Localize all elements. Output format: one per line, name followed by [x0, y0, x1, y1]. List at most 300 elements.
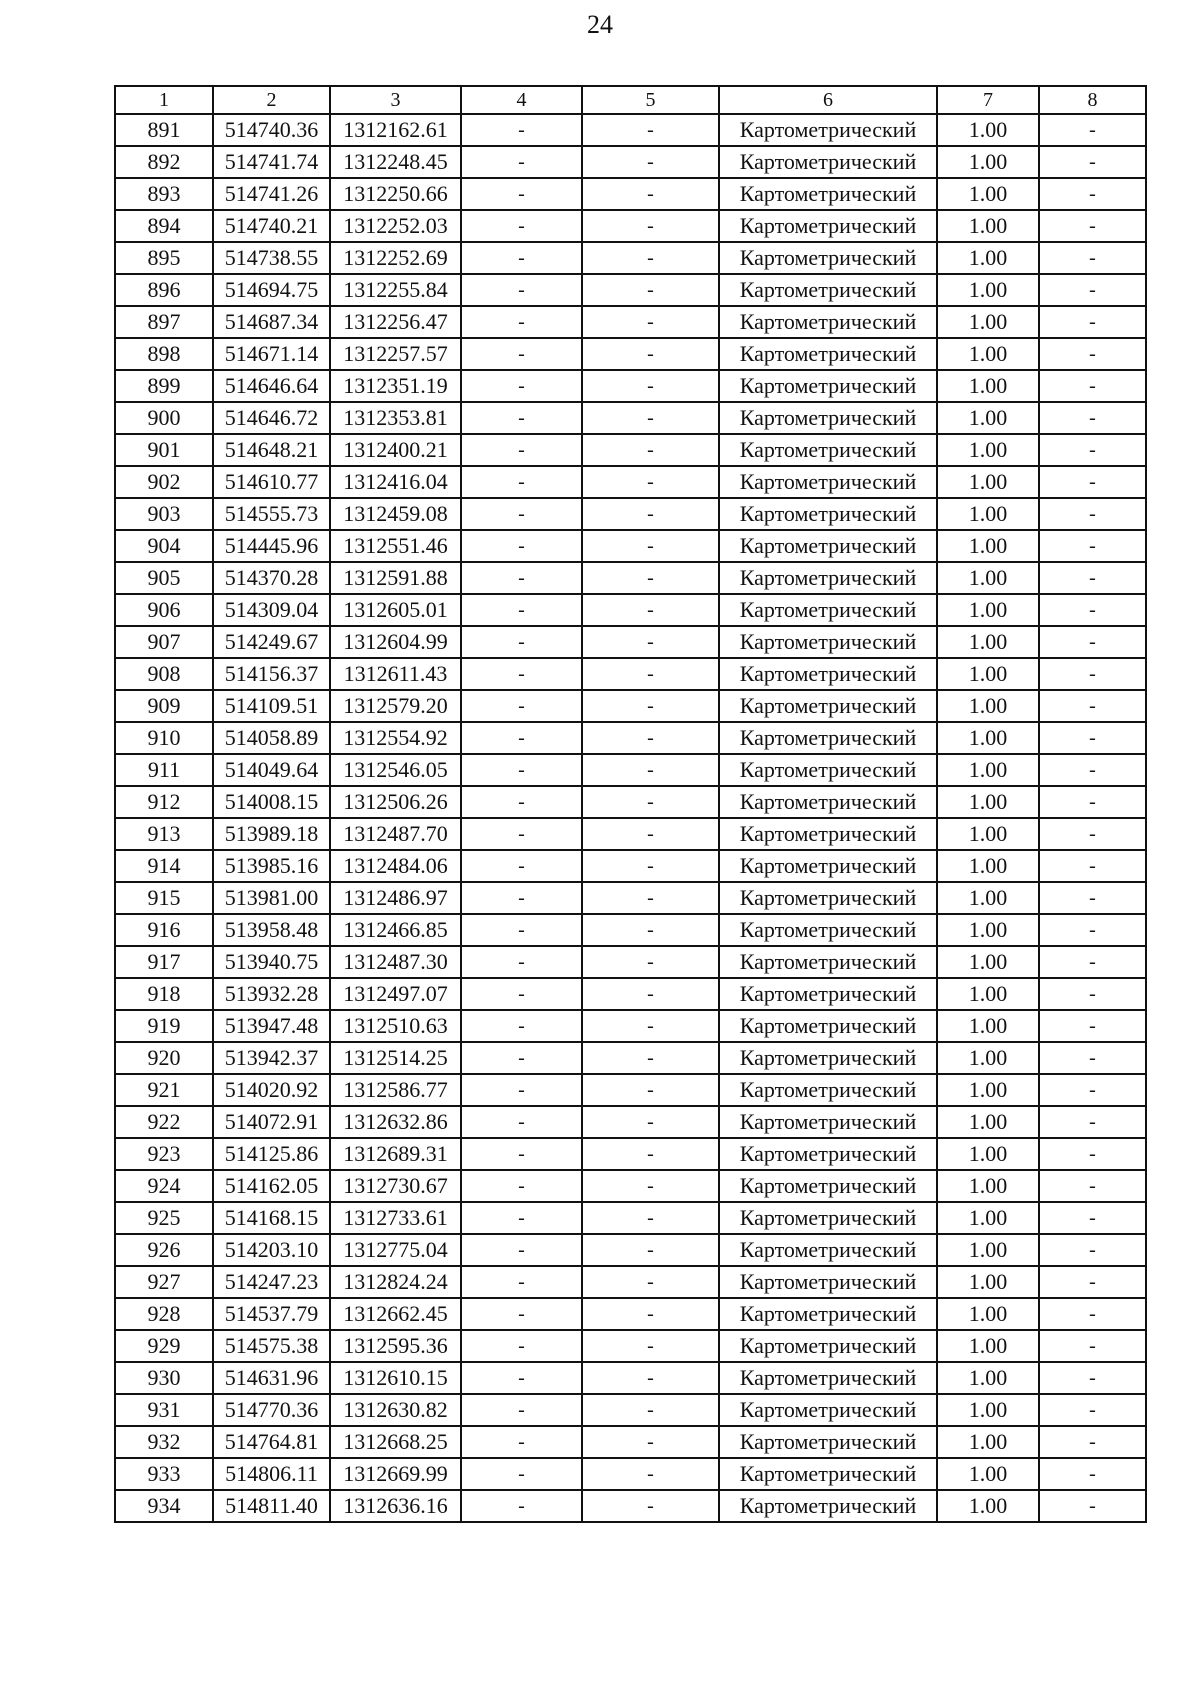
accuracy-cell: 1.00: [937, 274, 1039, 306]
y-coordinate-cell: 1312551.46: [330, 530, 461, 562]
y-coordinate-cell: 1312554.92: [330, 722, 461, 754]
accuracy-cell: 1.00: [937, 210, 1039, 242]
col8-cell: -: [1039, 1426, 1146, 1458]
accuracy-cell: 1.00: [937, 338, 1039, 370]
x-coordinate-cell: 514203.10: [213, 1234, 330, 1266]
point-number-cell: 929: [115, 1330, 213, 1362]
col8-cell: -: [1039, 1010, 1146, 1042]
col5-cell: -: [582, 1234, 719, 1266]
table-row: [115, 434, 1146, 466]
accuracy-cell: 1.00: [937, 1426, 1039, 1458]
col4-cell: -: [461, 370, 582, 402]
table-row: [115, 1106, 1146, 1138]
method-cell: Картометрический: [719, 1138, 937, 1170]
y-coordinate-cell: 1312579.20: [330, 690, 461, 722]
accuracy-cell: 1.00: [937, 1330, 1039, 1362]
col4-cell: -: [461, 850, 582, 882]
table-row: [115, 1042, 1146, 1074]
table-body: [115, 114, 1146, 1522]
accuracy-cell: 1.00: [937, 434, 1039, 466]
col8-cell: -: [1039, 1106, 1146, 1138]
table-row: [115, 1202, 1146, 1234]
col8-cell: -: [1039, 178, 1146, 210]
y-coordinate-cell: 1312353.81: [330, 402, 461, 434]
x-coordinate-cell: 514162.05: [213, 1170, 330, 1202]
method-cell: Картометрический: [719, 434, 937, 466]
y-coordinate-cell: 1312611.43: [330, 658, 461, 690]
point-number-cell: 914: [115, 850, 213, 882]
accuracy-cell: 1.00: [937, 1298, 1039, 1330]
method-cell: Картометрический: [719, 466, 937, 498]
col5-cell: -: [582, 690, 719, 722]
x-coordinate-cell: 514770.36: [213, 1394, 330, 1426]
method-cell: Картометрический: [719, 1362, 937, 1394]
accuracy-cell: 1.00: [937, 1106, 1039, 1138]
point-number-cell: 900: [115, 402, 213, 434]
method-cell: Картометрический: [719, 562, 937, 594]
col5-cell: -: [582, 178, 719, 210]
point-number-cell: 916: [115, 914, 213, 946]
col8-cell: -: [1039, 338, 1146, 370]
point-number-cell: 917: [115, 946, 213, 978]
point-number-cell: 931: [115, 1394, 213, 1426]
col8-cell: -: [1039, 1234, 1146, 1266]
col8-cell: -: [1039, 658, 1146, 690]
col4-cell: -: [461, 402, 582, 434]
x-coordinate-cell: 514168.15: [213, 1202, 330, 1234]
method-cell: Картометрический: [719, 754, 937, 786]
col5-cell: -: [582, 1266, 719, 1298]
y-coordinate-cell: 1312497.07: [330, 978, 461, 1010]
point-number-cell: 905: [115, 562, 213, 594]
column-header-4: 4: [461, 86, 582, 114]
col4-cell: -: [461, 1426, 582, 1458]
col5-cell: -: [582, 466, 719, 498]
accuracy-cell: 1.00: [937, 146, 1039, 178]
accuracy-cell: 1.00: [937, 242, 1039, 274]
table-row: [115, 1234, 1146, 1266]
col4-cell: -: [461, 306, 582, 338]
col5-cell: -: [582, 1074, 719, 1106]
method-cell: Картометрический: [719, 818, 937, 850]
table-row: [115, 466, 1146, 498]
col4-cell: -: [461, 242, 582, 274]
accuracy-cell: 1.00: [937, 530, 1039, 562]
col4-cell: -: [461, 1394, 582, 1426]
method-cell: Картометрический: [719, 658, 937, 690]
y-coordinate-cell: 1312733.61: [330, 1202, 461, 1234]
table-row: [115, 1458, 1146, 1490]
col8-cell: -: [1039, 1362, 1146, 1394]
accuracy-cell: 1.00: [937, 562, 1039, 594]
col8-cell: -: [1039, 530, 1146, 562]
col4-cell: -: [461, 1330, 582, 1362]
y-coordinate-cell: 1312256.47: [330, 306, 461, 338]
table-header: [115, 86, 1146, 114]
accuracy-cell: 1.00: [937, 754, 1039, 786]
y-coordinate-cell: 1312669.99: [330, 1458, 461, 1490]
col8-cell: -: [1039, 1138, 1146, 1170]
table-row: [115, 658, 1146, 690]
table-row: [115, 1394, 1146, 1426]
x-coordinate-cell: 514740.21: [213, 210, 330, 242]
col8-cell: -: [1039, 1298, 1146, 1330]
col5-cell: -: [582, 1138, 719, 1170]
accuracy-cell: 1.00: [937, 722, 1039, 754]
point-number-cell: 928: [115, 1298, 213, 1330]
x-coordinate-cell: 514764.81: [213, 1426, 330, 1458]
col5-cell: -: [582, 274, 719, 306]
col4-cell: -: [461, 338, 582, 370]
point-number-cell: 899: [115, 370, 213, 402]
method-cell: Картометрический: [719, 1490, 937, 1522]
point-number-cell: 933: [115, 1458, 213, 1490]
table-row: [115, 370, 1146, 402]
col5-cell: -: [582, 498, 719, 530]
method-cell: Картометрический: [719, 242, 937, 274]
accuracy-cell: 1.00: [937, 1490, 1039, 1522]
col4-cell: -: [461, 882, 582, 914]
x-coordinate-cell: 513940.75: [213, 946, 330, 978]
point-number-cell: 918: [115, 978, 213, 1010]
col4-cell: -: [461, 562, 582, 594]
column-header-6: 6: [719, 86, 937, 114]
table-row: [115, 1170, 1146, 1202]
table-row: [115, 850, 1146, 882]
point-number-cell: 901: [115, 434, 213, 466]
accuracy-cell: 1.00: [937, 466, 1039, 498]
col8-cell: -: [1039, 434, 1146, 466]
col4-cell: -: [461, 690, 582, 722]
method-cell: Картометрический: [719, 1042, 937, 1074]
col5-cell: -: [582, 1010, 719, 1042]
col8-cell: -: [1039, 114, 1146, 146]
y-coordinate-cell: 1312484.06: [330, 850, 461, 882]
table-row: [115, 146, 1146, 178]
point-number-cell: 927: [115, 1266, 213, 1298]
col8-cell: -: [1039, 1394, 1146, 1426]
table-row: [115, 178, 1146, 210]
table-row: [115, 818, 1146, 850]
y-coordinate-cell: 1312604.99: [330, 626, 461, 658]
table-row: [115, 242, 1146, 274]
method-cell: Картометрический: [719, 1330, 937, 1362]
method-cell: Картометрический: [719, 946, 937, 978]
col4-cell: -: [461, 1266, 582, 1298]
col8-cell: -: [1039, 1170, 1146, 1202]
x-coordinate-cell: 514631.96: [213, 1362, 330, 1394]
table-row: [115, 722, 1146, 754]
col5-cell: -: [582, 850, 719, 882]
point-number-cell: 906: [115, 594, 213, 626]
y-coordinate-cell: 1312636.16: [330, 1490, 461, 1522]
col4-cell: -: [461, 466, 582, 498]
accuracy-cell: 1.00: [937, 1202, 1039, 1234]
table-row: [115, 1490, 1146, 1522]
table-row: [115, 562, 1146, 594]
accuracy-cell: 1.00: [937, 178, 1039, 210]
col5-cell: -: [582, 1202, 719, 1234]
y-coordinate-cell: 1312591.88: [330, 562, 461, 594]
method-cell: Картометрический: [719, 530, 937, 562]
col8-cell: -: [1039, 754, 1146, 786]
y-coordinate-cell: 1312255.84: [330, 274, 461, 306]
method-cell: Картометрический: [719, 850, 937, 882]
col4-cell: -: [461, 786, 582, 818]
table-row: [115, 1330, 1146, 1362]
method-cell: Картометрический: [719, 338, 937, 370]
col5-cell: -: [582, 370, 719, 402]
col8-cell: -: [1039, 1490, 1146, 1522]
accuracy-cell: 1.00: [937, 1010, 1039, 1042]
point-number-cell: 915: [115, 882, 213, 914]
col5-cell: -: [582, 114, 719, 146]
table-row: [115, 754, 1146, 786]
col8-cell: -: [1039, 1330, 1146, 1362]
col5-cell: -: [582, 1426, 719, 1458]
x-coordinate-cell: 514247.23: [213, 1266, 330, 1298]
col8-cell: -: [1039, 242, 1146, 274]
point-number-cell: 903: [115, 498, 213, 530]
table-row: [115, 914, 1146, 946]
col8-cell: -: [1039, 818, 1146, 850]
point-number-cell: 892: [115, 146, 213, 178]
col8-cell: -: [1039, 722, 1146, 754]
accuracy-cell: 1.00: [937, 1458, 1039, 1490]
y-coordinate-cell: 1312351.19: [330, 370, 461, 402]
accuracy-cell: 1.00: [937, 1234, 1039, 1266]
x-coordinate-cell: 514575.38: [213, 1330, 330, 1362]
x-coordinate-cell: 514156.37: [213, 658, 330, 690]
point-number-cell: 919: [115, 1010, 213, 1042]
method-cell: Картометрический: [719, 690, 937, 722]
accuracy-cell: 1.00: [937, 370, 1039, 402]
column-header-5: 5: [582, 86, 719, 114]
y-coordinate-cell: 1312250.66: [330, 178, 461, 210]
y-coordinate-cell: 1312689.31: [330, 1138, 461, 1170]
col5-cell: -: [582, 146, 719, 178]
x-coordinate-cell: 514610.77: [213, 466, 330, 498]
x-coordinate-cell: 514058.89: [213, 722, 330, 754]
y-coordinate-cell: 1312486.97: [330, 882, 461, 914]
col8-cell: -: [1039, 1266, 1146, 1298]
table-row: [115, 338, 1146, 370]
point-number-cell: 920: [115, 1042, 213, 1074]
method-cell: Картометрический: [719, 1426, 937, 1458]
col5-cell: -: [582, 946, 719, 978]
accuracy-cell: 1.00: [937, 978, 1039, 1010]
col4-cell: -: [461, 530, 582, 562]
method-cell: Картометрический: [719, 178, 937, 210]
col5-cell: -: [582, 1490, 719, 1522]
y-coordinate-cell: 1312586.77: [330, 1074, 461, 1106]
x-coordinate-cell: 514555.73: [213, 498, 330, 530]
x-coordinate-cell: 514020.92: [213, 1074, 330, 1106]
col5-cell: -: [582, 1170, 719, 1202]
accuracy-cell: 1.00: [937, 818, 1039, 850]
y-coordinate-cell: 1312595.36: [330, 1330, 461, 1362]
y-coordinate-cell: 1312510.63: [330, 1010, 461, 1042]
method-cell: Картометрический: [719, 1298, 937, 1330]
col5-cell: -: [582, 562, 719, 594]
col4-cell: -: [461, 146, 582, 178]
x-coordinate-cell: 513932.28: [213, 978, 330, 1010]
accuracy-cell: 1.00: [937, 1266, 1039, 1298]
col4-cell: -: [461, 274, 582, 306]
col8-cell: -: [1039, 786, 1146, 818]
y-coordinate-cell: 1312466.85: [330, 914, 461, 946]
column-header-8: 8: [1039, 86, 1146, 114]
y-coordinate-cell: 1312605.01: [330, 594, 461, 626]
accuracy-cell: 1.00: [937, 946, 1039, 978]
accuracy-cell: 1.00: [937, 658, 1039, 690]
column-header-1: 1: [115, 86, 213, 114]
y-coordinate-cell: 1312775.04: [330, 1234, 461, 1266]
col5-cell: -: [582, 658, 719, 690]
col4-cell: -: [461, 1042, 582, 1074]
table-row: [115, 594, 1146, 626]
col5-cell: -: [582, 1298, 719, 1330]
col5-cell: -: [582, 306, 719, 338]
method-cell: Картометрический: [719, 498, 937, 530]
col4-cell: -: [461, 818, 582, 850]
col8-cell: -: [1039, 274, 1146, 306]
x-coordinate-cell: 514687.34: [213, 306, 330, 338]
x-coordinate-cell: 514445.96: [213, 530, 330, 562]
point-number-cell: 926: [115, 1234, 213, 1266]
col4-cell: -: [461, 594, 582, 626]
col4-cell: -: [461, 722, 582, 754]
point-number-cell: 924: [115, 1170, 213, 1202]
col8-cell: -: [1039, 498, 1146, 530]
y-coordinate-cell: 1312506.26: [330, 786, 461, 818]
x-coordinate-cell: 514694.75: [213, 274, 330, 306]
accuracy-cell: 1.00: [937, 402, 1039, 434]
point-number-cell: 897: [115, 306, 213, 338]
col5-cell: -: [582, 754, 719, 786]
col5-cell: -: [582, 242, 719, 274]
y-coordinate-cell: 1312730.67: [330, 1170, 461, 1202]
x-coordinate-cell: 514537.79: [213, 1298, 330, 1330]
col8-cell: -: [1039, 402, 1146, 434]
accuracy-cell: 1.00: [937, 786, 1039, 818]
method-cell: Картометрический: [719, 626, 937, 658]
method-cell: Картометрический: [719, 114, 937, 146]
col5-cell: -: [582, 1458, 719, 1490]
method-cell: Картометрический: [719, 914, 937, 946]
y-coordinate-cell: 1312662.45: [330, 1298, 461, 1330]
method-cell: Картометрический: [719, 786, 937, 818]
col4-cell: -: [461, 1202, 582, 1234]
method-cell: Картометрический: [719, 1266, 937, 1298]
col8-cell: -: [1039, 1074, 1146, 1106]
col5-cell: -: [582, 1330, 719, 1362]
accuracy-cell: 1.00: [937, 626, 1039, 658]
col4-cell: -: [461, 210, 582, 242]
x-coordinate-cell: 513947.48: [213, 1010, 330, 1042]
point-number-cell: 898: [115, 338, 213, 370]
y-coordinate-cell: 1312546.05: [330, 754, 461, 786]
table-row: [115, 498, 1146, 530]
col4-cell: -: [461, 658, 582, 690]
y-coordinate-cell: 1312400.21: [330, 434, 461, 466]
x-coordinate-cell: 514125.86: [213, 1138, 330, 1170]
col8-cell: -: [1039, 1042, 1146, 1074]
point-number-cell: 902: [115, 466, 213, 498]
accuracy-cell: 1.00: [937, 1138, 1039, 1170]
method-cell: Картометрический: [719, 722, 937, 754]
col5-cell: -: [582, 338, 719, 370]
point-number-cell: 930: [115, 1362, 213, 1394]
col8-cell: -: [1039, 306, 1146, 338]
x-coordinate-cell: 514109.51: [213, 690, 330, 722]
col5-cell: -: [582, 1042, 719, 1074]
point-number-cell: 932: [115, 1426, 213, 1458]
accuracy-cell: 1.00: [937, 882, 1039, 914]
col4-cell: -: [461, 114, 582, 146]
x-coordinate-cell: 514648.21: [213, 434, 330, 466]
table-row: [115, 210, 1146, 242]
accuracy-cell: 1.00: [937, 1170, 1039, 1202]
col4-cell: -: [461, 1170, 582, 1202]
x-coordinate-cell: 514072.91: [213, 1106, 330, 1138]
col8-cell: -: [1039, 210, 1146, 242]
col5-cell: -: [582, 434, 719, 466]
point-number-cell: 925: [115, 1202, 213, 1234]
y-coordinate-cell: 1312487.30: [330, 946, 461, 978]
point-number-cell: 909: [115, 690, 213, 722]
col5-cell: -: [582, 1362, 719, 1394]
x-coordinate-cell: 513958.48: [213, 914, 330, 946]
col4-cell: -: [461, 1362, 582, 1394]
col4-cell: -: [461, 178, 582, 210]
method-cell: Картометрический: [719, 594, 937, 626]
accuracy-cell: 1.00: [937, 1042, 1039, 1074]
table-row: [115, 946, 1146, 978]
x-coordinate-cell: 514249.67: [213, 626, 330, 658]
col4-cell: -: [461, 754, 582, 786]
col4-cell: -: [461, 1074, 582, 1106]
accuracy-cell: 1.00: [937, 850, 1039, 882]
y-coordinate-cell: 1312416.04: [330, 466, 461, 498]
table-row: [115, 626, 1146, 658]
method-cell: Картометрический: [719, 306, 937, 338]
method-cell: Картометрический: [719, 1106, 937, 1138]
accuracy-cell: 1.00: [937, 1394, 1039, 1426]
y-coordinate-cell: 1312257.57: [330, 338, 461, 370]
x-coordinate-cell: 514646.72: [213, 402, 330, 434]
col4-cell: -: [461, 1490, 582, 1522]
col4-cell: -: [461, 914, 582, 946]
method-cell: Картометрический: [719, 210, 937, 242]
col4-cell: -: [461, 1234, 582, 1266]
accuracy-cell: 1.00: [937, 1074, 1039, 1106]
x-coordinate-cell: 514646.64: [213, 370, 330, 402]
point-number-cell: 896: [115, 274, 213, 306]
x-coordinate-cell: 514370.28: [213, 562, 330, 594]
x-coordinate-cell: 513985.16: [213, 850, 330, 882]
col8-cell: -: [1039, 1202, 1146, 1234]
col8-cell: -: [1039, 146, 1146, 178]
table-row: [115, 274, 1146, 306]
col8-cell: -: [1039, 594, 1146, 626]
x-coordinate-cell: 514049.64: [213, 754, 330, 786]
accuracy-cell: 1.00: [937, 498, 1039, 530]
method-cell: Картометрический: [719, 274, 937, 306]
col8-cell: -: [1039, 562, 1146, 594]
column-header-7: 7: [937, 86, 1039, 114]
col4-cell: -: [461, 434, 582, 466]
